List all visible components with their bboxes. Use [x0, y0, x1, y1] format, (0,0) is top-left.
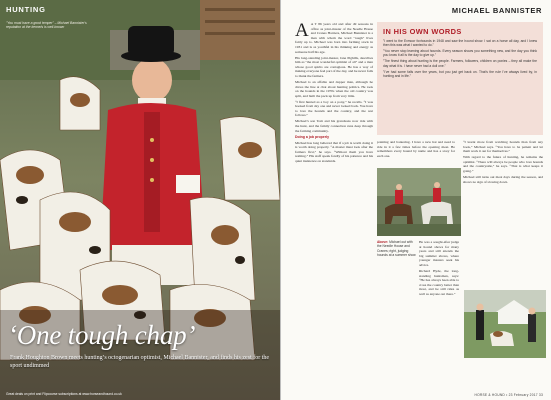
column-2-continued	[419, 240, 459, 298]
paragraph: With regard to the future of hunting, he remains the optimist. “There will always be people who love hounds and the countryside,” he says. “That is what keeps it going.”	[463, 155, 543, 173]
paragraph: Michael is an affable and dapper man, although he draws the line at chat about hunting politics. He took on the hounds in the 1970s when the old country was split, and built the pack up from very little.	[295, 79, 373, 98]
right-footer: HORSE & HOUND • 23 February 2017 33	[474, 393, 543, 397]
running-head: MICHAEL BANNISTER	[451, 6, 542, 15]
quote: "I went to the Exmoor foxhounds in 1948 and saw the hound show. I sat on a horse all day, and I knew then this was what I wanted to do."	[383, 39, 537, 48]
box-text	[383, 39, 537, 78]
paragraph: Michael still turns out most days during the season, and shows no sign of slowing down.	[463, 174, 543, 184]
caption-label: Above:	[377, 240, 389, 244]
subheading: Doing a job properly	[295, 134, 330, 139]
quote: "The finest thing about hunting is the people. Farmers, followers, children on ponies – they all make the day what it is. I have never had a dull one."	[383, 59, 537, 68]
article-title: ‘One tough chap’	[8, 320, 196, 350]
paragraph: “I learnt more from watching hounds than from any book,” Michael says. “You have to be patient and let them work it out for themselves.”	[463, 140, 543, 154]
quote: "You never stop learning about hounds. Every season shows you something new, and the day you think you know it all is the day to give up."	[383, 49, 537, 58]
photo-caption: "You must have a good temper" – Michael Bannister's reputation at the kennels is well-known	[6, 21, 87, 30]
photo-caption-sidebar	[377, 240, 417, 257]
section-label: HUNTING	[6, 5, 46, 14]
column-2	[377, 140, 455, 160]
paragraph: pointing and bantering. I have a new hat and need to ride in it a few times before the opening meet. He remembers every hound by name and has a story for each one.	[377, 140, 455, 158]
right-page	[281, 0, 551, 400]
hound-show-photo	[464, 290, 546, 358]
column-1	[295, 22, 373, 165]
quote: "I’ve had some falls over the years, but you just get back on. That’s the rule I’ve always lived by, in hunting and in life."	[383, 69, 537, 78]
caption-text: Michael out with the Needle House and Cranes; right, judging hounds at a summer show	[377, 240, 416, 257]
left-footer: Great deals on print and Flipcourse subscriptions at www.horseandhound.co.uk	[6, 392, 122, 396]
article-standfirst: Frank Houghton Brown meets hunting’s octogenarian optimist, Michael Bannister, and finds his zest for the sport undimmed	[10, 355, 270, 369]
paragraph: Richard Hyde, the long-standing huntsman, says: “He has always been able to cross the country better than most, and he still rides as well as anyone out there.”	[419, 268, 459, 296]
paragraph: Michael has long believed that if a job is worth doing it is worth doing properly. “A master must look after the farmers first,” he says. “Without them you have nothing.” His staff speak fondly of his patience and his quiet insistence on standards.	[295, 140, 373, 163]
paragraph: Michael’s son Tom and his grandsons now ride with the hunt, and the family connection runs deep through the farming community.	[295, 119, 373, 133]
box-title: IN HIS OWN WORDS	[383, 27, 462, 36]
column-3	[463, 140, 543, 186]
paragraph	[295, 22, 373, 54]
paragraph: He was a sought-after judge at hound shows for many years and still attends the big summer shows, where younger masters seek his advice.	[419, 240, 459, 267]
paragraph-text: A T 86 years old and after 49 seasons in office as joint-master of the Needle House and Cranes Harriers, Michael Bannister is a man with whom the word "tough" lives fairly up to. Michael was born into farming stock in 1931 and is as youthful in his thinking and energy as someone half his age.	[295, 22, 373, 54]
paragraph: His long-standing joint-master, Jane Pighills, describes him as "the most wonderful optimist of all" and a man whose good spirits are contagious. He has a way of making everyone feel part of the day, and he never fails to thank the farmers.	[295, 55, 373, 78]
paragraph: “I first hunted as a boy on a pony,” he recalls. “I was hooked from day one and never looked back. You have to love the hounds and the country, and the rest follows.”	[295, 99, 373, 118]
in-his-own-words-box	[377, 22, 543, 135]
riders-on-horses-photo	[377, 168, 461, 236]
drop-cap: A	[295, 20, 309, 41]
